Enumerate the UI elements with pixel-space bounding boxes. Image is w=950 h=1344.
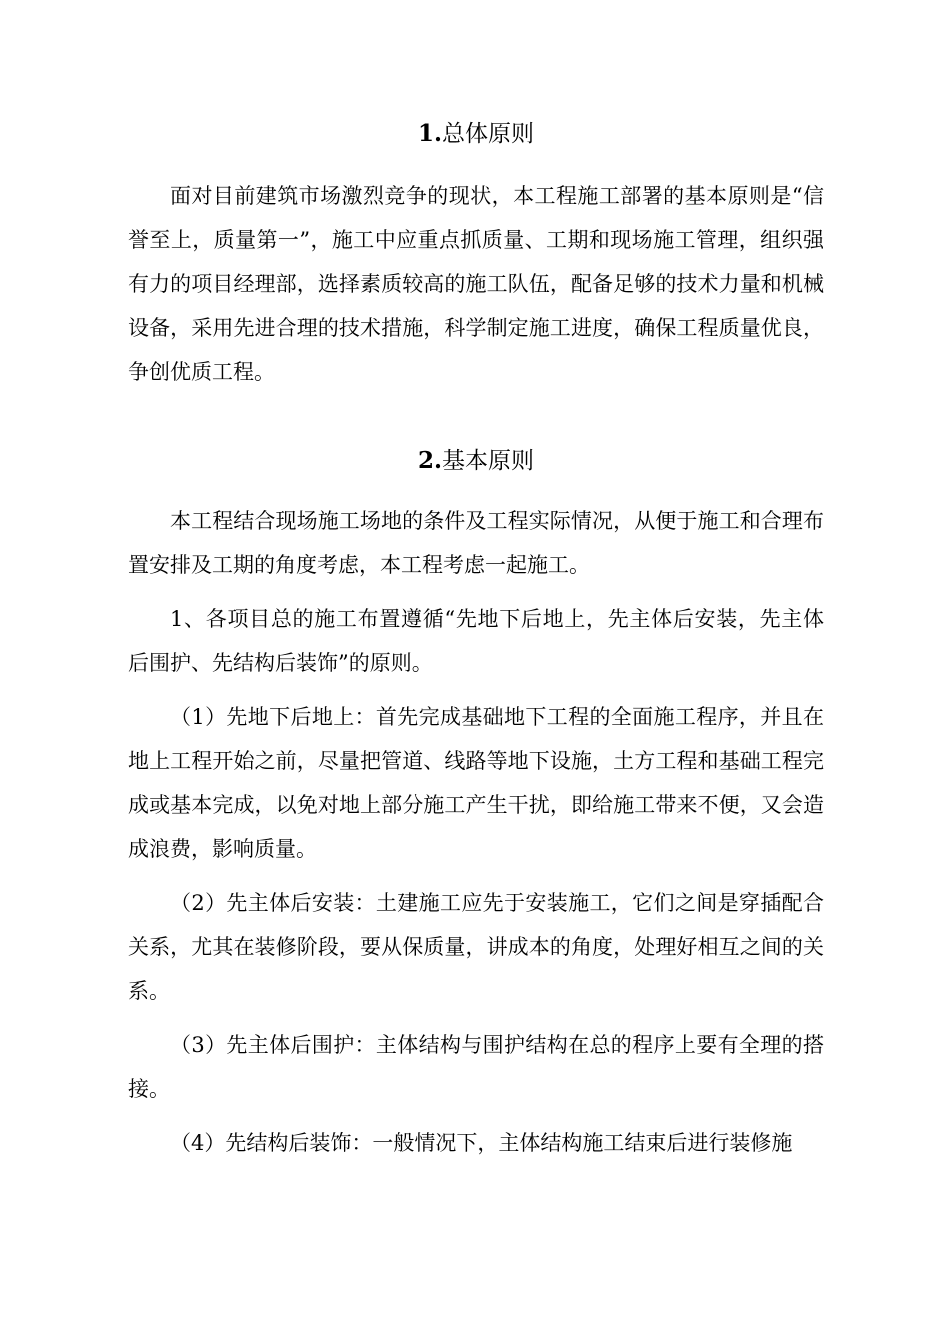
paragraph: 本工程结合现场施工场地的条件及工程实际情况，从便于施工和合理布置安排及工期的角度考虑，本工程考虑一起施工。 [128,509,824,577]
section-heading-1 [128,112,824,156]
paragraph: （1）先地下后地上：首先完成基础地下工程的全面施工程序，并且在地上工程开始之前，尽量把管道、线路等地下设施，土方工程和基础工程完成或基本完成，以免对地上部分施工产生干扰，即给施工带来不便，又会造成浪费，影响质量。 [128,705,824,861]
section-number: 1. [417,120,442,147]
section-title: 基本原则 [442,448,534,474]
section-heading-2 [128,439,824,483]
paragraph: （4）先结构后装饰：一般情况下，主体结构施工结束后进行装修施 [170,1131,793,1155]
paragraph-overall-principle: 面对目前建筑市场激烈竞争的现状，本工程施工部署的基本原则是“信誉至上，质量第一”，施工中应重点抓质量、工期和现场施工管理，组织强有力的项目经理部，选择素质较高的施工队伍，配备足够的技术力量和机械设备，采用先进合理的技术措施，科学制定施工进度，确保工程质量优良，争创优质工程。 [128,184,824,384]
paragraph: 1、各项目总的施工布置遵循“先地下后地上，先主体后安装，先主体后围护、先结构后装饰”的原则。 [128,607,824,675]
section-number: 2. [417,447,442,474]
paragraph: （2）先主体后安装：土建施工应先于安装施工，它们之间是穿插配合关系，尤其在装修阶段，要从保质量，讲成本的角度，处理好相互之间的关系。 [128,891,824,1003]
section-title: 总体原则 [442,121,534,147]
paragraph: （3）先主体后围护：主体结构与围护结构在总的程序上要有全理的搭接。 [128,1033,824,1101]
